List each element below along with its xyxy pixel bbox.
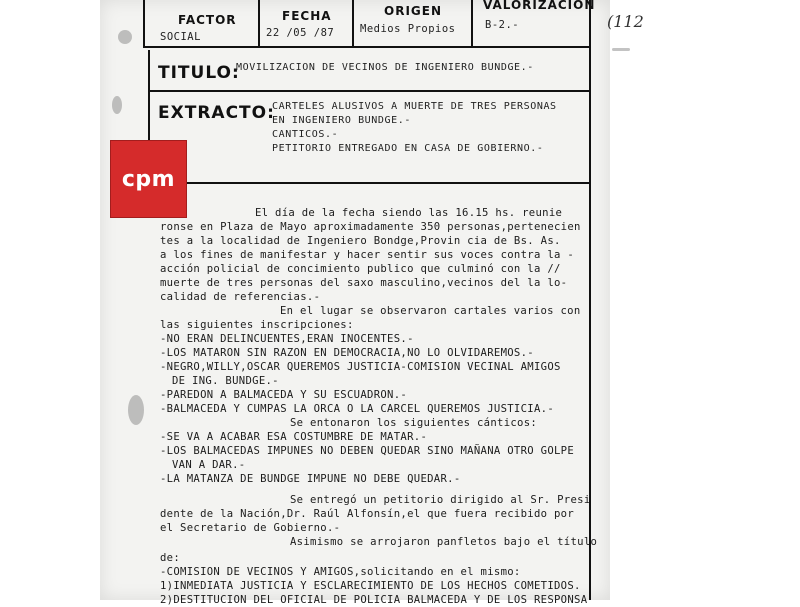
body-line: -NEGRO,WILLY,OSCAR QUEREMOS JUSTICIA-COMISION VECINAL AMIGOS	[160, 361, 561, 373]
body-line: muerte de tres personas del saxo masculino,vecinos del la lo-	[160, 277, 568, 289]
valorizacion-label: VALORIZACION	[483, 0, 596, 12]
body-line: Se entregó un petitorio dirigido al Sr. Presi	[290, 494, 591, 506]
header-bottom-line	[143, 46, 591, 48]
origen-label: ORIGEN	[384, 4, 442, 18]
body-line: 1)INMEDIATA JUSTICIA Y ESCLARECIMIENTO DE LOS HECHOS COMETIDOS.	[160, 580, 581, 592]
body-line: de:	[160, 552, 181, 564]
body-line: -LA MATANZA DE BUNDGE IMPUNE NO DEBE QUEDAR.-	[160, 473, 461, 485]
extracto-label: EXTRACTO:	[158, 103, 275, 123]
header-left-border	[143, 0, 145, 48]
fecha-label: FECHA	[282, 9, 332, 23]
page-number: (112	[607, 12, 644, 31]
origen-value: Medios Propios	[360, 23, 456, 35]
extracto-line: PETITORIO ENTREGADO EN CASA DE GOBIERNO.-	[272, 143, 544, 154]
body-line: En el lugar se observaron cartales varios con	[280, 305, 581, 317]
factor-label: FACTOR	[178, 13, 237, 27]
body-line: -LOS BALMACEDAS IMPUNES NO DEBEN QUEDAR SINO MAÑANA OTRO GOLPE	[160, 445, 575, 457]
body-line: el Secretario de Gobierno.-	[160, 522, 341, 534]
body-line: -NO ERAN DELINCUENTES,ERAN INOCENTES.-	[160, 333, 414, 345]
titulo-bottom-line	[148, 90, 591, 92]
scan-speck	[118, 30, 132, 44]
fecha-value: 22 /05 /87	[266, 27, 335, 39]
header-divider-1	[258, 0, 260, 46]
body-line: -SE VA A ACABAR ESA COSTUMBRE DE MATAR.-	[160, 431, 428, 443]
body-line: tes a la localidad de Ingeniero Bondge,Provin cia de Bs. As.	[160, 235, 561, 247]
body-line: -BALMACEDA Y CUMPAS LA ORCA O LA CARCEL QUEREMOS JUSTICIA.-	[160, 403, 554, 415]
body-line: dente de la Nación,Dr. Raúl Alfonsín,el que fuera recibido por	[160, 508, 575, 520]
body-line: VAN A DAR.-	[172, 459, 246, 471]
body-line: calidad de referencias.-	[160, 291, 321, 303]
header-divider-3	[471, 0, 473, 46]
titulo-left-border	[148, 50, 150, 90]
body-line: -COMISION DE VECINOS Y AMIGOS,solicitando en el mismo:	[160, 566, 521, 578]
body-line: a los fines de manifestar y hacer sentir sus voces contra la -	[160, 249, 575, 261]
extracto-line: CANTICOS.-	[272, 129, 339, 140]
body-line: DE ING. BUNDGE.-	[172, 375, 279, 387]
valorizacion-value: B-2.-	[485, 19, 520, 31]
extracto-line: EN INGENIERO BUNDGE.-	[272, 115, 412, 126]
cpm-logo-text: cpm	[121, 166, 176, 192]
body-line: 2)DESTITUCION DEL OFICIAL DE POLICIA BALMACEDA Y DE LOS RESPONSA	[160, 594, 588, 606]
factor-value: SOCIAL	[160, 31, 201, 43]
body-line: -PAREDON A BALMACEDA Y SU ESCUADRON.-	[160, 389, 408, 401]
header-divider-2	[352, 0, 354, 46]
body-line: las siguientes inscripciones:	[160, 319, 354, 331]
scan-speck	[112, 96, 122, 114]
body-line: Asimismo se arrojaron panfletos bajo el título	[290, 536, 598, 548]
body-line: -LOS MATARON SIN RAZON EN DEMOCRACIA,NO LO OLVIDAREMOS.-	[160, 347, 534, 359]
scan-speck	[612, 48, 630, 51]
cpm-logo	[110, 140, 187, 218]
extracto-line: CARTELES ALUSIVOS A MUERTE DE TRES PERSONAS	[272, 101, 557, 112]
body-line: El día de la fecha siendo las 16.15 hs. reunie	[255, 207, 563, 219]
body-line: ronse en Plaza de Mayo aproximadamente 350 personas,pertenecien	[160, 221, 581, 233]
extracto-bottom-line	[148, 182, 591, 184]
body-line: Se entonaron los siguientes cánticos:	[290, 417, 538, 429]
body-line: acción policial de concimiento publico que culminó con la //	[160, 263, 561, 275]
titulo-label: TITULO:	[158, 63, 240, 83]
titulo-value: MOVILIZACION DE VECINOS DE INGENIERO BUNDGE.-	[236, 62, 534, 73]
scan-speck	[128, 395, 144, 425]
